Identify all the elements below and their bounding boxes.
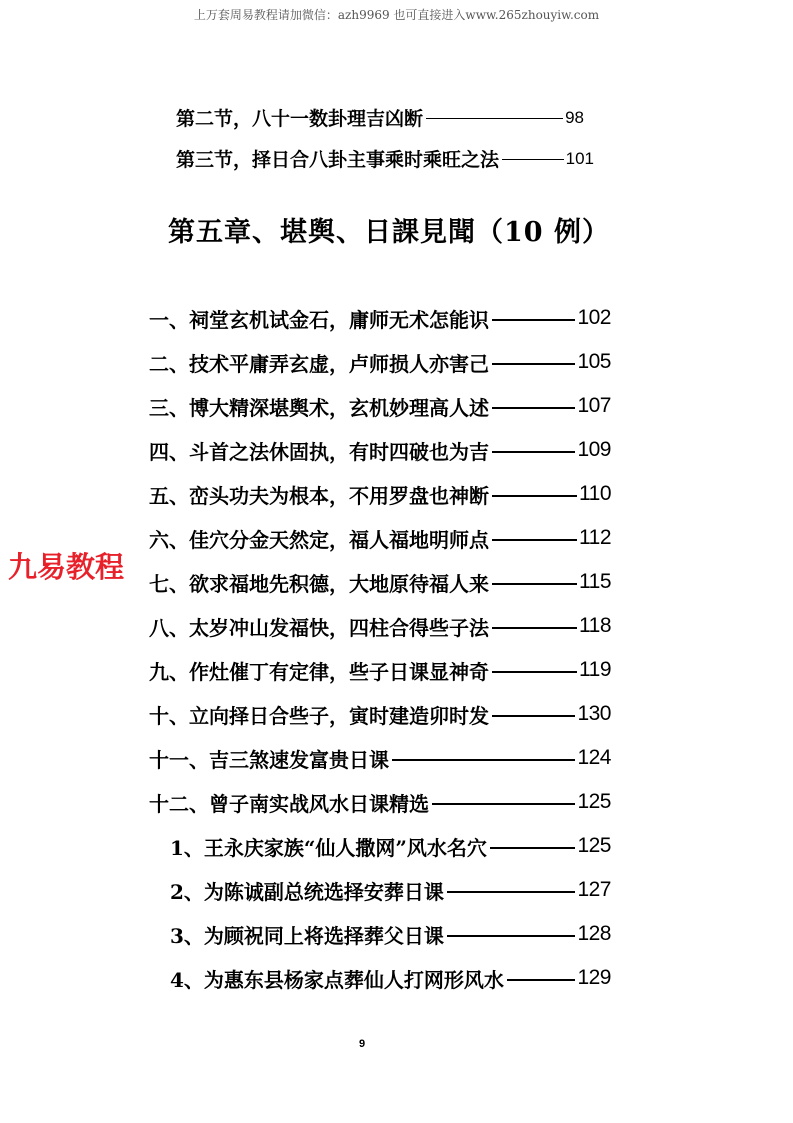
toc-entry [149, 391, 611, 421]
toc-entry-page: 107 [577, 394, 611, 417]
toc-subentry [170, 831, 611, 861]
toc-entry [149, 523, 611, 553]
toc-entry [149, 435, 611, 465]
toc-entry [149, 479, 611, 509]
toc-entry-title: 八、太岁冲山发福快，四柱合得些子法 [149, 615, 489, 640]
leader-line [492, 495, 577, 497]
section-page-number: 101 [565, 148, 594, 168]
leader-line [447, 891, 576, 893]
section-line [176, 104, 584, 131]
toc-entry [149, 787, 611, 817]
toc-subentry-title: 3、为顾祝同上将选择葬父日课 [170, 923, 444, 948]
toc-entry-title: 三、博大精深堪舆术，玄机妙理高人述 [149, 395, 489, 420]
toc-subentry [170, 919, 611, 949]
toc-entry-title: 十、立向择日合些子，寅时建造卯时发 [149, 703, 489, 728]
leader-line [502, 159, 564, 160]
toc-subentry-title: 2、为陈诚副总统选择安葬日课 [170, 879, 444, 904]
toc-entry-page: 112 [579, 526, 611, 549]
toc-entry-page: 118 [579, 614, 611, 637]
section-title: 第三节，择日合八卦主事乘时乘旺之法 [176, 149, 500, 171]
leader-line [492, 407, 575, 409]
toc-entry-title: 二、技术平庸弄玄虚，卢师损人亦害己 [149, 351, 489, 376]
leader-line [492, 539, 577, 541]
toc-entry-title: 七、欲求福地先积德，大地原待福人来 [149, 571, 489, 596]
toc-entry-page: 102 [577, 306, 611, 329]
toc-entry-page: 130 [577, 702, 611, 725]
leader-line [492, 627, 577, 629]
toc-entry-title: 四、斗首之法休固执，有时四破也为吉 [149, 439, 489, 464]
toc-entry-title: 一、祠堂玄机试金石，庸师无术怎能识 [149, 307, 489, 332]
toc-entry-title: 六、佳穴分金天然定，福人福地明师点 [149, 527, 489, 552]
section-line [176, 145, 594, 172]
toc-entry [149, 699, 611, 729]
header-note: 上万套周易教程请加微信：azh9969 也可直接进入www.265zhouyiw.com [193, 8, 600, 22]
leader-line [392, 759, 575, 761]
toc-entry-page: 105 [577, 350, 611, 373]
toc-entry-page: 110 [579, 482, 611, 505]
leader-line [492, 319, 575, 321]
toc-entry [149, 567, 611, 597]
leader-line [492, 671, 577, 673]
leader-line [492, 715, 575, 717]
toc-entry-title: 五、峦头功夫为根本，不用罗盘也神断 [149, 483, 489, 508]
leader-line [432, 803, 575, 805]
toc-entry [149, 347, 611, 377]
section-page-number: 98 [565, 107, 584, 127]
toc-entry-page: 125 [577, 790, 611, 813]
leader-line [490, 847, 576, 849]
chapter-title: 第五章、堪舆、日課見聞（10 例） [168, 217, 610, 248]
toc-subentry-page: 127 [577, 878, 611, 901]
toc-entry-page: 109 [577, 438, 611, 461]
toc-subentry-page: 125 [577, 834, 611, 857]
toc-entry [149, 655, 611, 685]
toc-entry-title: 十二、曾子南实战风水日课精选 [149, 791, 429, 816]
leader-line [507, 979, 576, 981]
toc-entry [149, 303, 611, 333]
toc-entry [149, 743, 611, 773]
toc-entry [149, 611, 611, 641]
toc-entry-page: 115 [579, 570, 611, 593]
toc-subentry [170, 963, 611, 993]
toc-subentry-title: 4、为惠东县杨家点葬仙人打网形风水 [170, 967, 504, 992]
section-title: 第二节，八十一数卦理吉凶断 [176, 108, 424, 130]
leader-line [492, 583, 577, 585]
toc-subentry [170, 875, 611, 905]
toc-entry-title: 十一、吉三煞速发富贵日课 [149, 747, 389, 772]
toc-subentry-page: 129 [577, 966, 611, 989]
toc-entry-page: 124 [577, 746, 611, 769]
leader-line [492, 363, 575, 365]
toc-entry-page: 119 [579, 658, 611, 681]
toc-subentry-title: 1、王永庆家族“仙人撒网”风水名穴 [170, 835, 487, 860]
page-number: 9 [359, 1038, 366, 1050]
leader-line [426, 118, 563, 119]
leader-line [492, 451, 575, 453]
toc-entry-title: 九、作灶催丁有定律，些子日课显神奇 [149, 659, 489, 684]
leader-line [447, 935, 576, 937]
toc-subentry-page: 128 [577, 922, 611, 945]
watermark-logo: 九易教程 [8, 550, 125, 584]
